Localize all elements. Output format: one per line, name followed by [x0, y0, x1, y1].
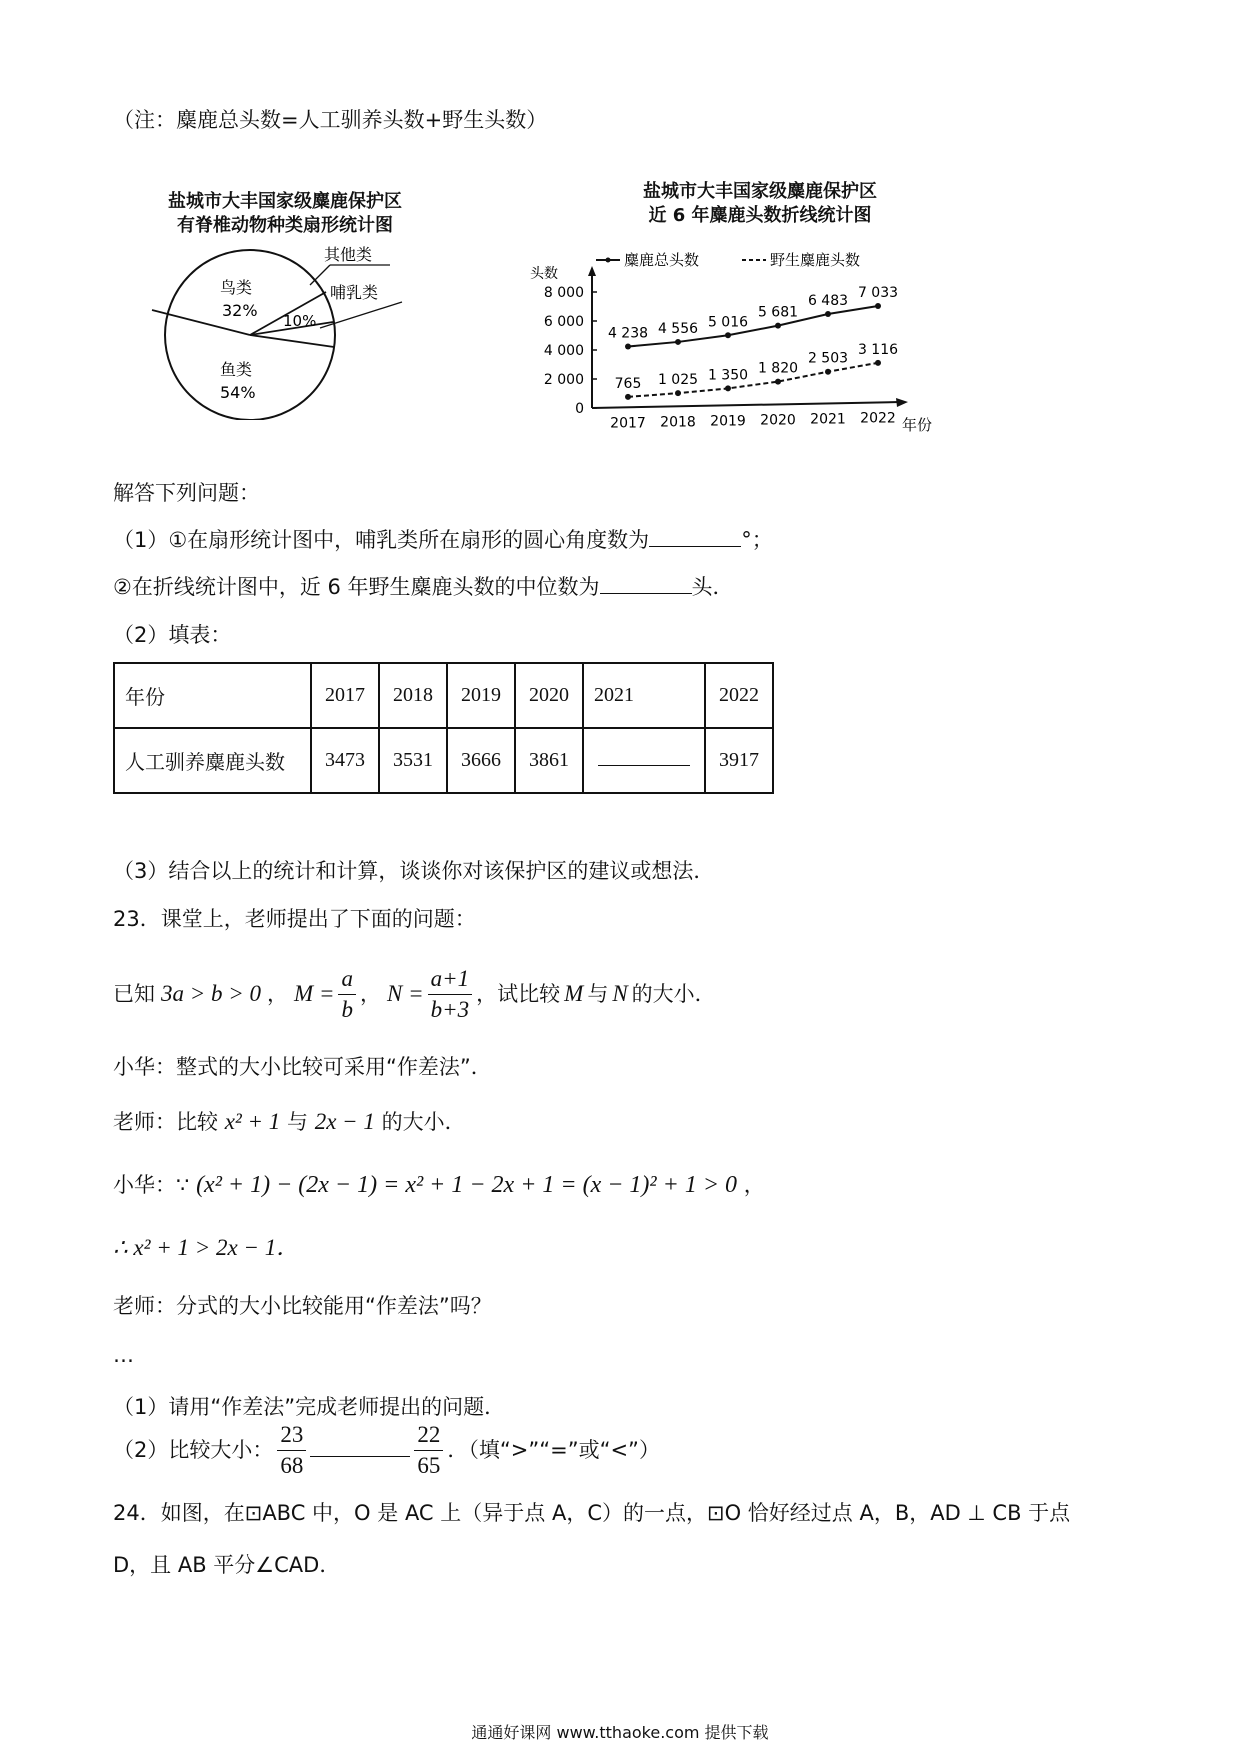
total-point — [725, 332, 731, 338]
fraction-n — [428, 965, 473, 1024]
frac2-denominator: 65 — [417, 1452, 441, 1478]
y-axis-arrow — [588, 266, 596, 276]
x-tick-label: 2017 — [610, 415, 646, 432]
total-data-label: 4 556 — [657, 320, 699, 337]
q1a-suffix: °； — [741, 528, 773, 552]
table-year-cell: 2018 — [379, 663, 447, 728]
n-denominator: b+3 — [430, 996, 470, 1022]
total-point — [625, 344, 631, 350]
line-chart-block — [580, 180, 940, 228]
n-numerator: a+1 — [428, 965, 473, 995]
teacher1-prefix: 老师：比较 — [113, 1110, 218, 1134]
q2-prefix: （2）比较大小： — [113, 1438, 274, 1462]
given-tail2: 的大小． — [631, 982, 716, 1006]
line-chart-title-line1: 盐城市大丰国家级麋鹿保护区 — [643, 181, 877, 202]
y-tick-label: 8 000 — [543, 285, 584, 301]
xiaohua-line1: 小华：整式的大小比较可采用“作差法”． — [113, 1055, 492, 1079]
q2-label: （2）填表： — [113, 623, 232, 647]
q2-suffix: ．（填“>”“=”或“<”） — [447, 1438, 660, 1462]
p23-title: 23．课堂上，老师提出了下面的问题： — [113, 907, 476, 931]
q1a — [113, 527, 773, 553]
pie-chart-title-line2: 有脊椎动物种类扇形统计图 — [177, 215, 393, 236]
xh2-suffix: ， — [743, 1173, 765, 1197]
pie-label-fish: 鱼类 — [220, 360, 253, 379]
pie-label-mammal: 哺乳类 — [330, 283, 379, 302]
q1b-answer-blank[interactable] — [600, 593, 692, 594]
q1a-text: （1）①在扇形统计图中，哺乳类所在扇形的圆心角度数为 — [113, 528, 650, 552]
given-with: 与 — [587, 982, 609, 1006]
given-prefix: 已知 — [113, 982, 155, 1006]
wild-point — [725, 385, 731, 391]
xh2-expression: (x² + 1) − (2x − 1) = x² + 1 − 2x + 1 = (x − 1)² + 1 > 0 — [196, 1172, 738, 1198]
table-row-years — [114, 663, 773, 728]
wild-point — [875, 360, 881, 366]
given-condition: 3a > b > 0 — [161, 981, 262, 1006]
wild-data-label: 1 820 — [757, 360, 799, 377]
wild-point — [675, 390, 681, 396]
wild-data-label: 1 350 — [707, 367, 749, 384]
x-tick-label: 2022 — [860, 410, 896, 427]
pie-chart — [150, 240, 430, 420]
q1b — [113, 574, 734, 600]
y-tick-label: 2 000 — [543, 372, 584, 388]
x-tick-label: 2021 — [810, 411, 846, 428]
x-axis — [592, 402, 900, 408]
p23-q2 — [113, 1418, 660, 1482]
y-tick-label: 0 — [575, 401, 584, 417]
q3-text: （3）结合以上的统计和计算，谈谈你对该保护区的建议或想法． — [113, 859, 715, 883]
fill-table — [113, 662, 774, 794]
m-numerator: a — [338, 965, 356, 995]
total-data-label: 7 033 — [857, 285, 899, 302]
x-axis-arrow — [896, 398, 908, 407]
q1b-suffix: 头． — [691, 575, 734, 599]
fraction-22-65 — [414, 1421, 443, 1480]
pie-divider-fish-mammal — [250, 335, 334, 347]
xiaohua-line2 — [113, 1172, 765, 1198]
total-point — [875, 303, 881, 309]
teacher-line1 — [113, 1109, 466, 1135]
pie-label-other: 其他类 — [324, 245, 373, 264]
pie-pct-birds: 32% — [222, 301, 258, 320]
wild-data-label: 1 025 — [657, 372, 699, 389]
table-header-year: 年份 — [114, 663, 311, 728]
table-year-cell: 2017 — [311, 663, 379, 728]
q1b-text: ②在折线统计图中，近 6 年野生麋鹿头数的中位数为 — [113, 575, 600, 599]
total-data-label: 5 016 — [707, 314, 749, 331]
y-tick-label: 6 000 — [543, 314, 584, 330]
total-data-label: 4 238 — [607, 325, 649, 342]
teacher1-suffix: 的大小． — [381, 1110, 466, 1134]
x-tick-label: 2018 — [660, 414, 696, 431]
frac1-numerator: 23 — [277, 1421, 306, 1451]
y-tick-label: 4 000 — [543, 343, 584, 359]
legend-wild: 野生麋鹿头数 — [770, 251, 861, 269]
x-axis-label: 年份 — [902, 416, 933, 434]
intro-text: 解答下列问题： — [113, 481, 260, 505]
ellipsis: … — [113, 1343, 134, 1367]
therefore-line: ∴ x² + 1 > 2x − 1． — [113, 1235, 300, 1260]
given-m: M — [564, 981, 584, 1006]
total-data-label: 5 681 — [757, 304, 799, 321]
m-label: M = — [294, 981, 335, 1006]
table-year-cell: 2019 — [447, 663, 515, 728]
teacher1-expr-b: 2x − 1 — [314, 1109, 375, 1134]
fraction-23-68 — [277, 1421, 306, 1480]
total-point — [675, 339, 681, 345]
wild-point — [625, 394, 631, 400]
total-data-label: 6 483 — [807, 292, 849, 309]
table-year-cell: 2022 — [705, 663, 773, 728]
given-n: N — [612, 981, 628, 1006]
table-answer-blank[interactable] — [598, 765, 690, 766]
x-tick-label: 2020 — [760, 412, 796, 429]
legend-total: 麋鹿总头数 — [624, 251, 700, 269]
q1a-answer-blank[interactable] — [649, 546, 741, 547]
table-header-artificial: 人工驯养麋鹿头数 — [114, 728, 311, 793]
wild-data-label: 3 116 — [857, 341, 899, 358]
table-year-cell: 2020 — [515, 663, 583, 728]
wild-point — [825, 369, 831, 375]
p24-line1: 24．如图，在⊡ABC 中，O 是 AC 上（异于点 A，C）的一点，⊡O 恰好经过点 A，B，AD ⊥ CB 于点 — [113, 1501, 1071, 1525]
pie-chart-block — [120, 190, 450, 238]
total-point — [775, 323, 781, 329]
pie-pct-other: 10% — [283, 312, 317, 330]
wild-data-label: 2 503 — [807, 350, 849, 367]
fraction-m — [338, 965, 356, 1024]
total-point — [825, 311, 831, 317]
table-answer-cell[interactable] — [583, 728, 705, 793]
compare-answer-blank[interactable] — [310, 1456, 410, 1457]
m-denominator: b — [341, 996, 353, 1022]
table-value-cell: 3917 — [705, 728, 773, 793]
pie-chart-title-line1: 盐城市大丰国家级麋鹿保护区 — [168, 191, 402, 212]
frac2-numerator: 22 — [414, 1421, 443, 1451]
teacher1-mid: 与 — [287, 1110, 308, 1134]
table-value-cell: 3666 — [447, 728, 515, 793]
line-chart-title-line2: 近 6 年麋鹿头数折线统计图 — [648, 205, 872, 226]
teacher1-expr-a: x² + 1 — [224, 1109, 281, 1134]
wild-point — [775, 379, 781, 385]
table-value-cell: 3861 — [515, 728, 583, 793]
teacher-line2: 老师：分式的大小比较能用“作差法”吗？ — [113, 1294, 492, 1318]
table-value-cell: 3531 — [379, 728, 447, 793]
footer: 通通好课网 www.tthaoke.com 提供下载 — [471, 1723, 769, 1742]
table-value-cell: 3473 — [311, 728, 379, 793]
n-label: N = — [386, 981, 424, 1006]
table-row-values — [114, 728, 773, 793]
y-axis-label: 头数 — [530, 266, 558, 282]
line-chart — [530, 230, 960, 440]
wild-data-label: 765 — [614, 375, 642, 392]
xh2-prefix: 小华：∵ — [113, 1173, 190, 1197]
note-text: （注：麋鹿总头数=人工驯养头数+野生头数） — [113, 108, 548, 132]
table-year-cell: 2021 — [583, 663, 705, 728]
pie-label-birds: 鸟类 — [220, 278, 253, 297]
frac1-denominator: 68 — [280, 1452, 304, 1478]
p23-given: 已知 3a > b > 0 ， M = $\frac{a}{b}$ ， N = $\frac{a+1}{b+3}$ ，试比较 M 与 N 的大小． — [113, 965, 716, 1022]
p24-line2: D，且 AB 平分∠CAD． — [113, 1553, 341, 1577]
pie-pct-fish: 54% — [220, 383, 256, 402]
given-tail1: ，试比较 — [476, 982, 561, 1006]
p23-q1: （1）请用“作差法”完成老师提出的问题． — [113, 1395, 506, 1419]
x-tick-label: 2019 — [710, 413, 746, 430]
